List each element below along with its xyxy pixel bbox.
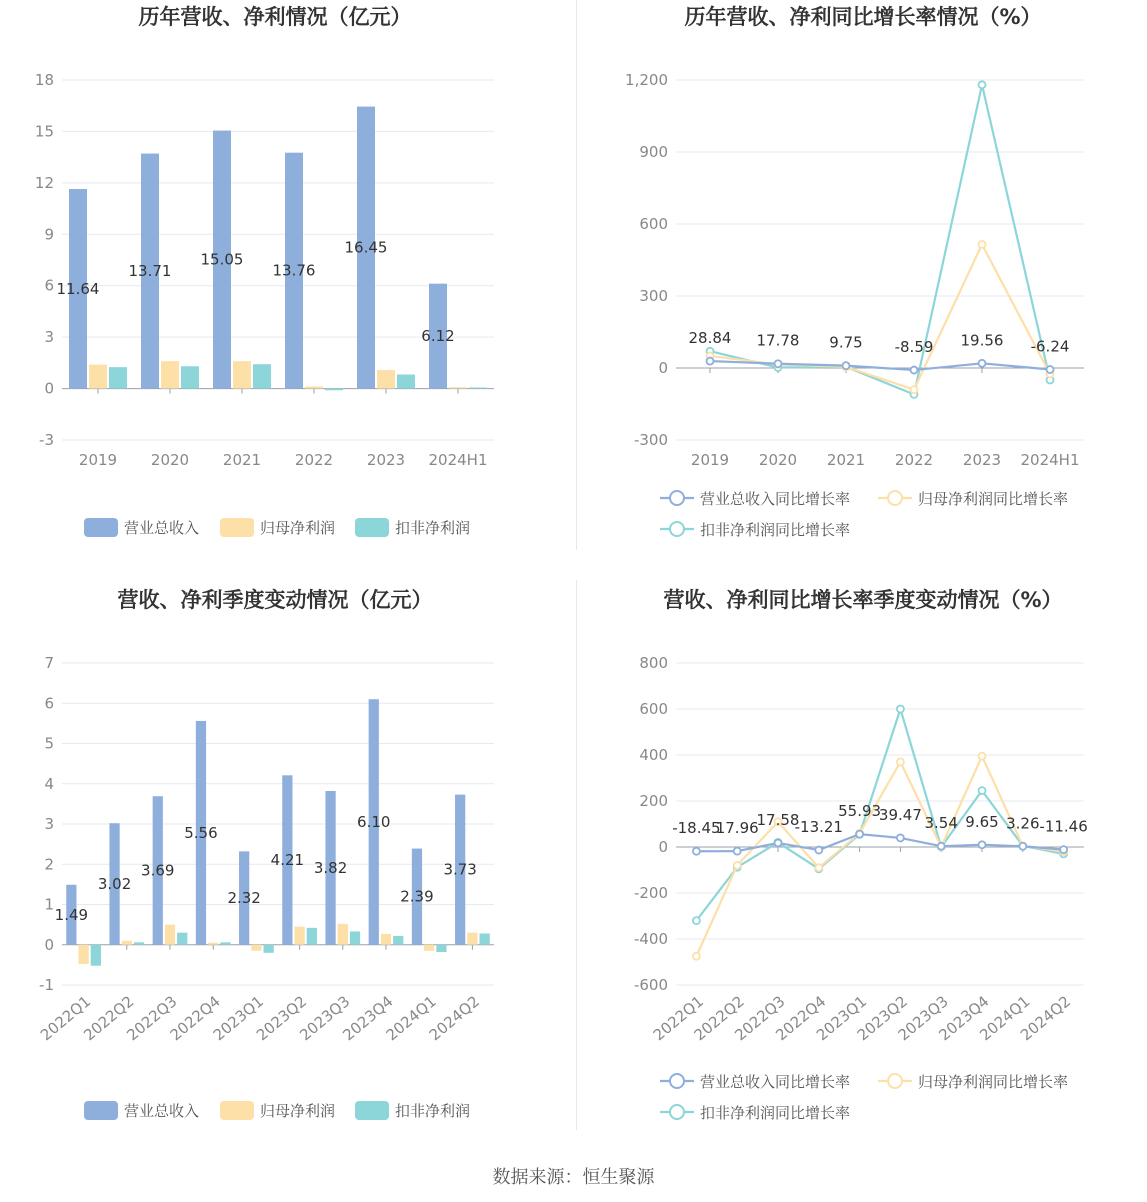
legend-swatch xyxy=(84,1101,118,1120)
y-tick-label: 6 xyxy=(44,694,54,713)
series-point xyxy=(979,81,986,88)
line-value-label: 17.78 xyxy=(756,331,800,350)
x-tick-label: 2022Q1 xyxy=(36,992,95,1045)
bar-value-label: 15.05 xyxy=(200,250,244,269)
bar-deducted-profit xyxy=(134,942,144,944)
bar-deducted-profit xyxy=(469,388,487,389)
series-point xyxy=(897,758,904,765)
series-line xyxy=(696,756,1063,956)
x-tick-label: 2022 xyxy=(294,451,334,469)
line-value-label: 9.65 xyxy=(965,812,999,831)
y-tick-label: 1 xyxy=(44,895,54,914)
line-value-label: 55.93 xyxy=(838,802,882,821)
series-point xyxy=(775,839,782,846)
x-tick-label: 2023Q3 xyxy=(894,992,952,1045)
bar-value-label: 13.76 xyxy=(272,261,316,280)
y-tick-label: 900 xyxy=(639,143,668,161)
bar-value-label: 6.10 xyxy=(357,812,391,831)
y-tick-label: 0 xyxy=(658,359,668,377)
y-tick-label: 0 xyxy=(44,379,54,398)
line-value-label: 17.58 xyxy=(756,810,800,829)
series-point xyxy=(856,831,863,838)
series-line xyxy=(710,361,1050,370)
bar-deducted-profit xyxy=(264,945,274,953)
line-value-label: 28.84 xyxy=(688,329,732,348)
legend-label: 扣非净利润 xyxy=(395,519,471,537)
quarterly-growth-rate-svg xyxy=(574,583,1147,1163)
bar-net-profit xyxy=(424,945,434,951)
quarterly-revenue-profit-chart xyxy=(0,583,573,1163)
legend-marker xyxy=(670,1074,684,1088)
y-tick-label: 600 xyxy=(639,215,668,233)
legend-label: 归母净利润 xyxy=(260,519,336,537)
line-value-label: -18.45 xyxy=(672,819,721,838)
panel-divider-bottom xyxy=(576,580,577,1130)
series-point xyxy=(815,864,822,871)
legend-swatch xyxy=(84,518,118,537)
bar-value-label: 3.69 xyxy=(141,861,175,880)
x-tick-label: 2022 xyxy=(894,451,934,469)
series-point xyxy=(1019,843,1026,850)
x-tick-label: 2023Q1 xyxy=(209,992,267,1045)
series-point xyxy=(1047,366,1054,373)
legend-label: 营业总收入同比增长率 xyxy=(700,490,851,508)
series-point xyxy=(775,360,782,367)
x-tick-label: 2022Q3 xyxy=(123,992,181,1045)
bar-value-label: 3.02 xyxy=(97,874,132,893)
legend-swatch xyxy=(355,1101,389,1120)
legend-swatch xyxy=(355,518,389,537)
x-tick-label: 2019 xyxy=(78,451,118,469)
bar-deducted-profit xyxy=(397,375,415,389)
line-value-label: 17.96 xyxy=(715,819,759,838)
x-tick-label: 2022Q1 xyxy=(649,992,707,1045)
y-tick-label: 3 xyxy=(44,328,54,347)
line-value-label: -11.46 xyxy=(1039,817,1088,836)
bar-deducted-profit xyxy=(109,367,127,388)
bar-net-profit xyxy=(294,927,304,945)
legend-label: 营业总收入 xyxy=(124,519,200,537)
bar-deducted-profit xyxy=(220,942,230,944)
chart-title: 营收、净利季度变动情况（亿元） xyxy=(117,588,433,612)
legend-label: 归母净利润同比增长率 xyxy=(918,490,1069,508)
chart-title: 历年营收、净利情况（亿元） xyxy=(138,5,412,29)
line-value-label: 3.54 xyxy=(924,814,958,833)
x-tick-label: 2024Q2 xyxy=(425,992,483,1045)
line-value-label: 19.56 xyxy=(960,331,1004,350)
bar-deducted-profit xyxy=(91,945,101,966)
y-tick-label: 300 xyxy=(639,287,668,305)
series-point xyxy=(707,358,714,365)
y-tick-label: -400 xyxy=(633,930,668,948)
legend-label: 扣非净利润 xyxy=(395,1102,471,1120)
y-tick-label: 9 xyxy=(44,225,54,244)
series-point xyxy=(979,360,986,367)
y-tick-label: -600 xyxy=(633,976,668,994)
legend-label: 营业总收入同比增长率 xyxy=(700,1073,851,1091)
series-point xyxy=(815,847,822,854)
y-tick-label: 12 xyxy=(34,173,54,192)
series-point xyxy=(897,706,904,713)
series-point xyxy=(1060,846,1067,853)
x-tick-label: 2023 xyxy=(366,451,406,469)
legend-label: 扣非净利润同比增长率 xyxy=(700,1104,851,1122)
data-source-note: 数据来源：恒生聚源 xyxy=(492,1167,655,1188)
bar-deducted-profit xyxy=(436,945,446,952)
series-point xyxy=(897,834,904,841)
y-tick-label: 15 xyxy=(34,122,54,141)
legend-marker xyxy=(888,491,902,505)
annual-growth-rate-chart xyxy=(574,0,1147,580)
y-tick-label: -300 xyxy=(633,431,668,449)
legend-label: 归母净利润 xyxy=(260,1102,336,1120)
series-point xyxy=(911,367,918,374)
series-point xyxy=(843,362,850,369)
y-tick-label: 4 xyxy=(44,774,54,793)
y-tick-label: 5 xyxy=(44,734,54,753)
series-point xyxy=(734,848,741,855)
x-tick-label: 2023Q2 xyxy=(252,992,311,1045)
y-tick-label: 0 xyxy=(44,935,54,954)
chart-title: 历年营收、净利同比增长率情况（%） xyxy=(684,5,1042,29)
line-value-label: -6.24 xyxy=(1030,337,1070,356)
line-value-label: 39.47 xyxy=(878,805,922,824)
bar-net-profit xyxy=(89,365,107,389)
bar-value-label: 2.39 xyxy=(400,887,434,906)
bar-net-profit xyxy=(78,945,88,964)
x-tick-label: 2023Q4 xyxy=(935,992,993,1045)
x-tick-label: 2021 xyxy=(222,451,262,469)
y-tick-label: 2 xyxy=(44,855,54,874)
x-tick-label: 2020 xyxy=(758,451,798,469)
x-tick-label: 2022Q2 xyxy=(690,992,748,1045)
bar-deducted-profit xyxy=(393,936,403,945)
x-tick-label: 2020 xyxy=(150,451,190,469)
y-tick-label: -1 xyxy=(39,976,54,994)
bar-net-profit xyxy=(381,934,391,945)
bar-value-label: 4.21 xyxy=(270,851,305,870)
x-tick-label: 2023Q2 xyxy=(853,992,911,1045)
bar-net-profit xyxy=(122,941,132,945)
series-point xyxy=(979,787,986,794)
series-point xyxy=(979,241,986,248)
bar-value-label: 16.45 xyxy=(344,238,388,257)
legend-marker xyxy=(670,522,684,536)
legend-marker xyxy=(670,1105,684,1119)
y-tick-label: -200 xyxy=(633,884,668,902)
panel-divider-top xyxy=(576,0,577,550)
x-tick-label: 2024H1 xyxy=(428,451,488,469)
bar-value-label: 5.56 xyxy=(184,823,218,842)
y-tick-label: 6 xyxy=(44,276,54,295)
x-tick-label: 2024H1 xyxy=(1020,451,1080,469)
bar-net-profit xyxy=(449,387,467,388)
x-tick-label: 2023Q3 xyxy=(296,992,354,1045)
bar-deducted-profit xyxy=(307,928,317,945)
series-point xyxy=(734,862,741,869)
annual-revenue-profit-svg xyxy=(0,0,573,580)
series-point xyxy=(693,848,700,855)
legend-marker xyxy=(670,491,684,505)
y-tick-label: 0 xyxy=(658,838,668,856)
y-tick-label: 7 xyxy=(44,654,54,672)
legend-label: 营业总收入 xyxy=(124,1102,200,1120)
x-tick-label: 2022Q4 xyxy=(166,992,224,1045)
bar-deducted-profit xyxy=(177,933,187,945)
y-tick-label: 1,200 xyxy=(625,71,668,89)
bar-value-label: 2.32 xyxy=(227,889,261,908)
bar-net-profit xyxy=(165,925,175,945)
annual-growth-rate-svg xyxy=(574,0,1147,580)
y-tick-label: 200 xyxy=(639,792,668,810)
bar-value-label: 3.73 xyxy=(443,860,477,879)
bar-net-profit xyxy=(161,361,179,388)
line-value-label: -8.59 xyxy=(894,338,934,357)
y-tick-label: 800 xyxy=(639,654,668,672)
bar-deducted-profit xyxy=(480,933,490,944)
chart-title: 营收、净利同比增长率季度变动情况（%） xyxy=(663,588,1063,612)
bar-net-profit xyxy=(251,945,261,951)
quarterly-revenue-profit-svg xyxy=(0,583,573,1163)
bar-value-label: 13.71 xyxy=(128,262,172,281)
line-value-label: -13.21 xyxy=(794,818,843,837)
x-tick-label: 2024Q1 xyxy=(382,992,440,1045)
bar-value-label: 3.82 xyxy=(313,858,348,877)
line-value-label: 9.75 xyxy=(829,333,863,352)
series-point xyxy=(693,953,700,960)
bar-net-profit xyxy=(208,943,218,945)
legend-marker xyxy=(888,1074,902,1088)
x-tick-label: 2019 xyxy=(690,451,730,469)
x-tick-label: 2022Q4 xyxy=(772,992,830,1045)
x-tick-label: 2023 xyxy=(962,451,1002,469)
bar-deducted-profit xyxy=(253,364,271,388)
bar-value-label: 1.49 xyxy=(54,905,89,924)
bar-deducted-profit xyxy=(325,389,343,391)
series-point xyxy=(693,917,700,924)
bar-deducted-profit xyxy=(350,931,360,944)
quarterly-growth-rate-chart xyxy=(574,583,1147,1163)
x-tick-label: 2022Q2 xyxy=(80,992,138,1045)
bar-deducted-profit xyxy=(181,366,199,388)
y-tick-label: 3 xyxy=(44,815,54,833)
bar-net-profit xyxy=(305,387,323,389)
bar-net-profit xyxy=(233,361,251,388)
series-point xyxy=(979,753,986,760)
y-tick-label: 18 xyxy=(34,71,54,89)
x-tick-label: 2022Q3 xyxy=(731,992,789,1045)
x-tick-label: 2024Q1 xyxy=(976,992,1034,1045)
x-tick-label: 2021 xyxy=(826,451,866,469)
series-point xyxy=(911,386,918,393)
x-tick-label: 2024Q2 xyxy=(1016,992,1075,1045)
y-tick-label: 400 xyxy=(639,746,668,764)
bar-net-profit xyxy=(377,370,395,389)
annual-revenue-profit-chart xyxy=(0,0,573,580)
legend-label: 归母净利润同比增长率 xyxy=(918,1073,1069,1091)
series-point xyxy=(979,841,986,848)
bar-value-label: 6.12 xyxy=(421,327,455,346)
line-value-label: 3.26 xyxy=(1006,814,1040,833)
bar-value-label: 11.64 xyxy=(56,279,100,298)
y-tick-label: -3 xyxy=(39,431,54,449)
legend-swatch xyxy=(220,518,254,537)
legend-label: 扣非净利润同比增长率 xyxy=(700,521,851,539)
series-point xyxy=(938,843,945,850)
legend-swatch xyxy=(220,1101,254,1120)
y-tick-label: 600 xyxy=(639,700,668,718)
bar-net-profit xyxy=(467,933,477,945)
x-tick-label: 2023Q4 xyxy=(339,992,397,1045)
x-tick-label: 2023Q1 xyxy=(812,992,871,1045)
bar-net-profit xyxy=(338,924,348,945)
